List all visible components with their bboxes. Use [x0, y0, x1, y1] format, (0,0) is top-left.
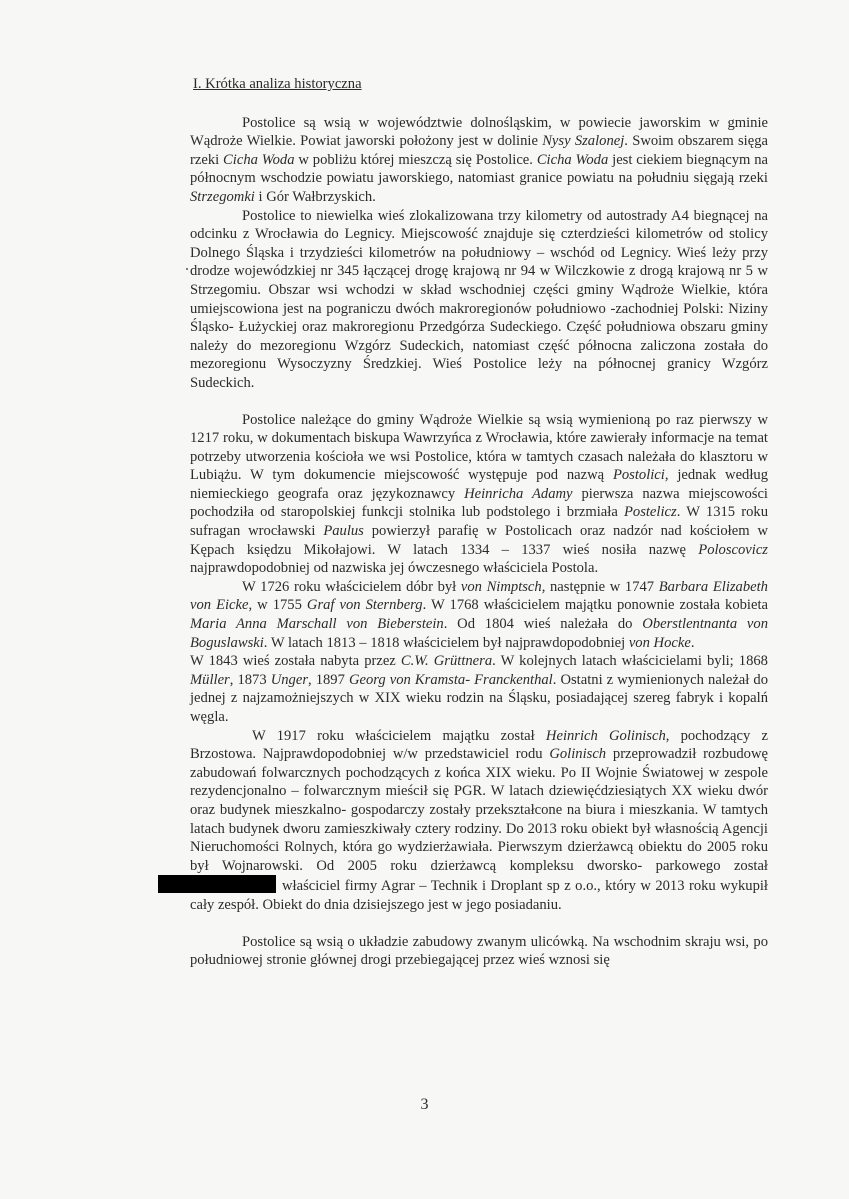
paragraph-history: Postolice należące do gminy Wądroże Wielkie są wsią wymienioną po raz pierwszy w 1217 roku, w dokumentach biskupa Wawrzyńca z Wrocławia, które zawierały informacje na temat potrzeby utworzenia kościoła we wsi Postolice, która w tamtych czasach należała do klasztoru w Lubiążu. W tym dokumencie miejscowość występuje pod nazwą Postolici, jednak według niemieckiego geografa oraz językoznawcy Heinricha Adamy pierwsza nazwa miejscowości pochodziła od staropolskiej funkcji stolnika lub podstolego i brzmiała Postelicz. W 1315 roku sufragan wrocławski Paulus powierzył parafię w Postolicach oraz nadzór nad kościołem w Kępach księdzu Mikołajowi. W latach 1334 – 1337 wieś nosiła nazwę Poloscovicz najprawdopodobniej od nazwiska jej ówczesnego właściciela Postola. — [190, 411, 768, 577]
redaction-bar — [158, 875, 276, 893]
paragraph-geography: Postolice to niewielka wieś zlokalizowana trzy kilometry od autostrady A4 biegnącej na odcinku z Wrocławia do Legnicy. Miejscowość znajduje się czterdzieści kilometrów od stolicy Dolnego Śląska i trzydzieści kilometrów na południowy – wschód od Legnicy. Wieś leży przy drodze wojewódzkiej nr 345 łączącej drogę krajową nr 94 w Wilczkowie z drogą krajową nr 5 w Strzegomiu. Obszar wsi wchodzi w skład wschodniej części gminy Wądroże Wielkie, która umiejscowiona jest na pograniczu dwóch makroregionów południowo -zachodniej Polski: Niziny Śląsko- Łużyckiej oraz makroregionu Przedgórza Sudeckiego. Część południowa obszaru gminy należy do mezoregionu Wzgórz Sudeckich, natomiast część północna zaliczona została do mezoregionu Wysoczyzny Średzkiej. Wieś Postolice leży na północnej granicy Wzgórz Sudeckich. — [190, 207, 768, 391]
paragraph-owners-19th: W 1843 wieś została nabyta przez C.W. Grüttnera. W kolejnych latach właścicielami byli; 1868 Müller, 1873 Unger, 1897 Georg von Kramsta- Franckenthal. Ostatni z wymienionych należał do jednej z najzamożniejszych w XIX wieku rodzin na Śląsku, posiadającej szereg fabryk i kopalń węgla. — [190, 653, 768, 725]
paragraph-owners-18th: W 1726 roku właścicielem dóbr był von Nimptsch, następnie w 1747 Barbara Elizabeth von Eicke, w 1755 Graf von Sternberg. W 1768 właścicielem majątku ponownie została kobieta Maria Anna Marschall von Bieberstein. Od 1804 wieś należała do Oberstlentnanta von Boguslawski. W latach 1813 – 1818 właścicielem był najprawdopodobniej von Hocke. — [190, 578, 769, 651]
document-body — [190, 75, 768, 970]
scan-mark — [186, 268, 188, 270]
paragraph-owners-20th: W 1917 roku właścicielem majątku został Heinrich Golinisch, pochodzący z Brzostowa. Najprawdopodobniej w/w przedstawiciel rodu Golinisch przeprowadził rozbudowę zabudowań folwarcznych pochodzących z końca XIX wieku. Po II Wojnie Światowej w zespole rezydencjonalno – folwarcznym mieścił się PGR. W latach dziewięćdziesiątych XX wieku dwór oraz budynek mieszkalno- gospodarczy zostały przekształcone na biura i mieszkania. W tamtych latach budynek dworu zamieszkiwały cztery rodziny. Do 2013 roku obiekt był własnością Agencji Nieruchomości Rolnych, która go wydzierżawiała. Pierwszym dzierżawcą obiektu do 2005 roku był Wojnarowski. Od 2005 roku dzierżawcą kompleksu dworsko- parkowego został właściciel firmy Agrar – Technik i Droplant sp z o.o., który w 2013 roku wykupił cały zespół. Obiekt do dnia dzisiejszego jest w jego posiadaniu. — [190, 727, 768, 915]
section-heading: I. Krótka analiza historyczna — [193, 76, 362, 92]
page-number: 3 — [420, 1096, 429, 1113]
paragraph-layout: Postolice są wsią o układzie zabudowy zwanym ulicówką. Na wschodnim skraju wsi, po południowej stronie głównej drogi przebiegającej przez wieś wznosi się — [190, 933, 768, 969]
paragraph-location: Postolice są wsią w województwie dolnośląskim, w powiecie jaworskim w gminie Wądroże Wielkie. Powiat jaworski położony jest w dolinie Nysy Szalonej. Swoim obszarem sięga rzeki Cicha Woda w pobliżu której mieszczą się Postolice. Cicha Woda jest ciekiem biegnącym na północnym wschodzie powiatu jaworskiego, natomiast granice powiatu na południu sięgają rzeki Strzegomki i Gór Wałbrzyskich. — [190, 114, 769, 205]
